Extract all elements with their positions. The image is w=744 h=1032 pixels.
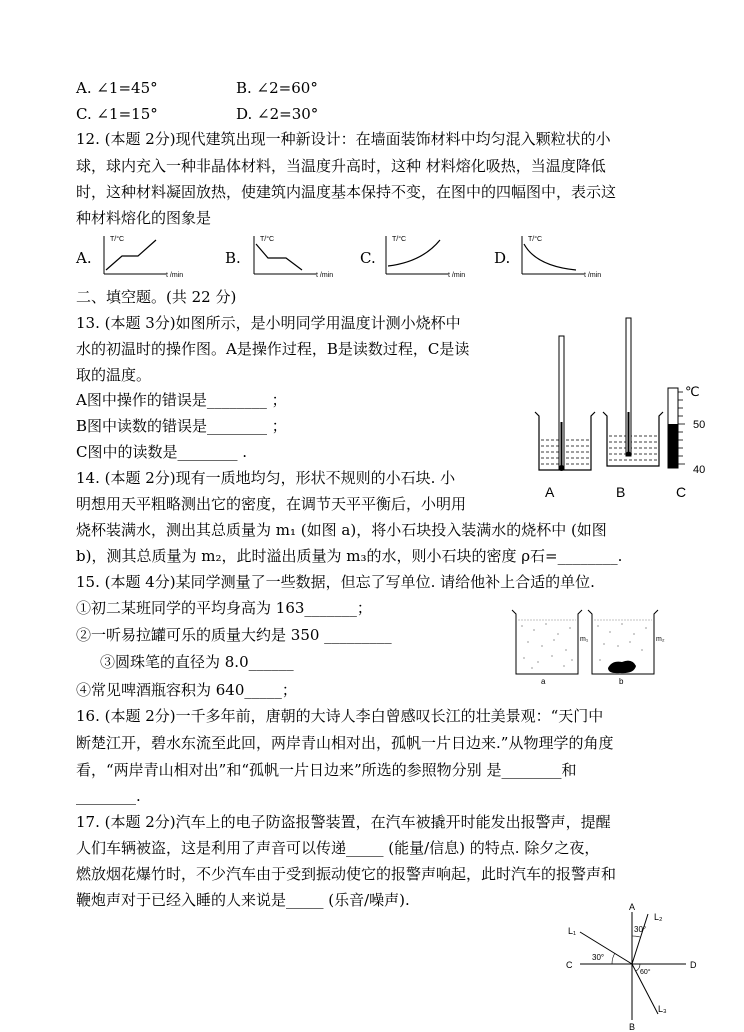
q17-text-line: 17. (本题 2分)汽车上的电子防盗报警装置，在汽车被撬开时能发出报警声，提醒 bbox=[76, 813, 611, 831]
m2-label: m₂ bbox=[656, 636, 665, 643]
y-axis-label: T/°C bbox=[528, 236, 543, 243]
scale-label-50: 50 bbox=[693, 419, 706, 431]
q16-text-line: 断楚江开，碧水东流至此回，两岸青山相对出，孤帆一片日边来.”从物理学的角度 bbox=[76, 734, 614, 752]
q13-text-line: 取的温度。 bbox=[76, 366, 152, 384]
beaker-b bbox=[603, 318, 663, 466]
angle-30-top: 30° bbox=[634, 925, 647, 934]
q13-text-line: C图中的读数是________ . bbox=[76, 443, 248, 461]
x-axis-label: t /min bbox=[166, 272, 184, 279]
ray-l3-label: L₃ bbox=[658, 1004, 667, 1014]
q12-option-d-label: D. bbox=[494, 249, 511, 267]
q15-text-line: 15. (本题 4分)某同学测量了一些数据，但忘了写单位. 请给他补上合适的单位. bbox=[76, 573, 595, 591]
q12-graph-b bbox=[246, 232, 342, 280]
scale-label-40: 40 bbox=[693, 464, 706, 476]
angle-60: 60° bbox=[640, 969, 651, 976]
label-a: a bbox=[541, 677, 546, 686]
section-heading: 二、填空题。(共 22 分) bbox=[76, 288, 237, 306]
q13-text-line: 水的初温时的操作图。A是操作过程，B是读数过程，C是读 bbox=[76, 340, 470, 358]
beaker-a bbox=[512, 610, 589, 674]
stone-shape bbox=[608, 661, 636, 673]
q13-text-line: A图中操作的错误是________ ； bbox=[76, 391, 287, 409]
q16-text-line: 16. (本题 2分)一千多年前，唐朝的大诗人李白曾感叹长江的壮美景观：“天门中 bbox=[76, 707, 604, 725]
thermometer-figure bbox=[525, 312, 725, 504]
x-axis-label: t /min bbox=[448, 272, 466, 279]
q15-text-line: ③圆珠笔的直径为 8.0______ bbox=[100, 653, 294, 671]
y-axis-label: T/°C bbox=[110, 236, 125, 243]
x-axis-label: t /min bbox=[584, 272, 602, 279]
q11-option-d: D. ∠2=30° bbox=[236, 105, 319, 123]
q17-text-line: 燃放烟花爆竹时，不少汽车由于受到振动使它的报警声响起，此时汽车的报警声和 bbox=[76, 865, 617, 883]
point-b-label: B bbox=[629, 1022, 636, 1030]
q12-option-b-label: B. bbox=[225, 249, 241, 267]
y-axis-label: T/°C bbox=[260, 236, 275, 243]
q15-text-line: ②一听易拉罐可乐的质量大约是 350 _________ bbox=[76, 626, 392, 644]
q16-text-line: ________. bbox=[76, 787, 141, 805]
q14-text-line: b)，测其总质量为 m₂，此时溢出质量为 m₃的水，则小石块的密度 ρ石=________. bbox=[76, 547, 623, 565]
q12-option-a-label: A. bbox=[76, 249, 92, 267]
q11-option-a: A. ∠1=45° bbox=[76, 79, 158, 97]
thermometer-scale-c bbox=[668, 384, 705, 476]
q12-text-line: 时，这种材料凝固放热，使建筑内温度基本保持不变，在图中的四幅图中，表示这 bbox=[76, 183, 617, 201]
point-a-label: A bbox=[629, 902, 636, 912]
q14-text-line: 明想用天平粗略测出它的密度，在调节天平平衡后，小明用 bbox=[76, 495, 467, 513]
ray-l2-label: L₂ bbox=[654, 912, 663, 922]
density-beaker-figure bbox=[508, 606, 668, 686]
q12-text-line: 球，球内充入一种非晶体材料，当温度升高时，这种 材料熔化吸热，当温度降低 bbox=[76, 157, 606, 175]
figure-label-a: A bbox=[545, 484, 555, 500]
y-axis-label: T/°C bbox=[392, 236, 407, 243]
q17-text-line: 鞭炮声对于已经入睡的人来说是_____ (乐音/噪声). bbox=[76, 891, 410, 909]
beaker-a bbox=[535, 336, 595, 471]
q13-text-line: 13. (本题 3分)如图所示，是小明同学用温度计测小烧杯中 bbox=[76, 314, 461, 332]
unit-label: ℃ bbox=[685, 384, 700, 399]
q11-option-c: C. ∠1=15° bbox=[76, 105, 158, 123]
q14-text-line: 14. (本题 2分)现有一质地均匀，形状不规则的小石块. 小 bbox=[76, 469, 456, 487]
q12-graph-d bbox=[514, 232, 610, 280]
figure-label-c: C bbox=[676, 484, 687, 500]
q15-text-line: ①初二某班同学的平均身高为 163_______； bbox=[76, 599, 372, 617]
ray-l1-label: L₁ bbox=[568, 926, 577, 936]
figure-label-b: B bbox=[616, 484, 626, 500]
angle-figure bbox=[560, 902, 710, 1030]
q12-text-line: 12. (本题 2分)现代建筑出现一种新设计：在墙面装饰材料中均匀混入颗粒状的小 bbox=[76, 130, 611, 148]
point-d-label: D bbox=[690, 960, 697, 970]
q12-graph-c bbox=[378, 232, 474, 280]
q14-text-line: 烧杯装满水，测出其总质量为 m₁ (如图 a)，将小石块投入装满水的烧杯中 (如图 bbox=[76, 521, 607, 539]
q15-text-line: ④常见啤酒瓶容积为 640_____； bbox=[76, 681, 297, 699]
beaker-b bbox=[588, 610, 665, 674]
label-b: b bbox=[619, 677, 624, 686]
q12-option-c-label: C. bbox=[360, 249, 376, 267]
angle-30-left: 30° bbox=[592, 953, 605, 962]
m1-label: m₁ bbox=[580, 636, 589, 643]
q11-option-b: B. ∠2=60° bbox=[236, 79, 318, 97]
q12-graph-a bbox=[96, 232, 192, 280]
point-c-label: C bbox=[566, 960, 573, 970]
q16-text-line: 看，“两岸青山相对出”和“孤帆一片日边来”所选的参照物分别 是________和 bbox=[76, 761, 577, 779]
q17-text-line: 人们车辆被盗，这是利用了声音可以传递_____ (能量/信息) 的特点. 除夕之夜， bbox=[76, 839, 600, 857]
q12-text-line: 种材料熔化的图象是 bbox=[76, 209, 212, 227]
q13-text-line: B图中读数的错误是________ ； bbox=[76, 417, 287, 435]
x-axis-label: t /min bbox=[316, 272, 334, 279]
